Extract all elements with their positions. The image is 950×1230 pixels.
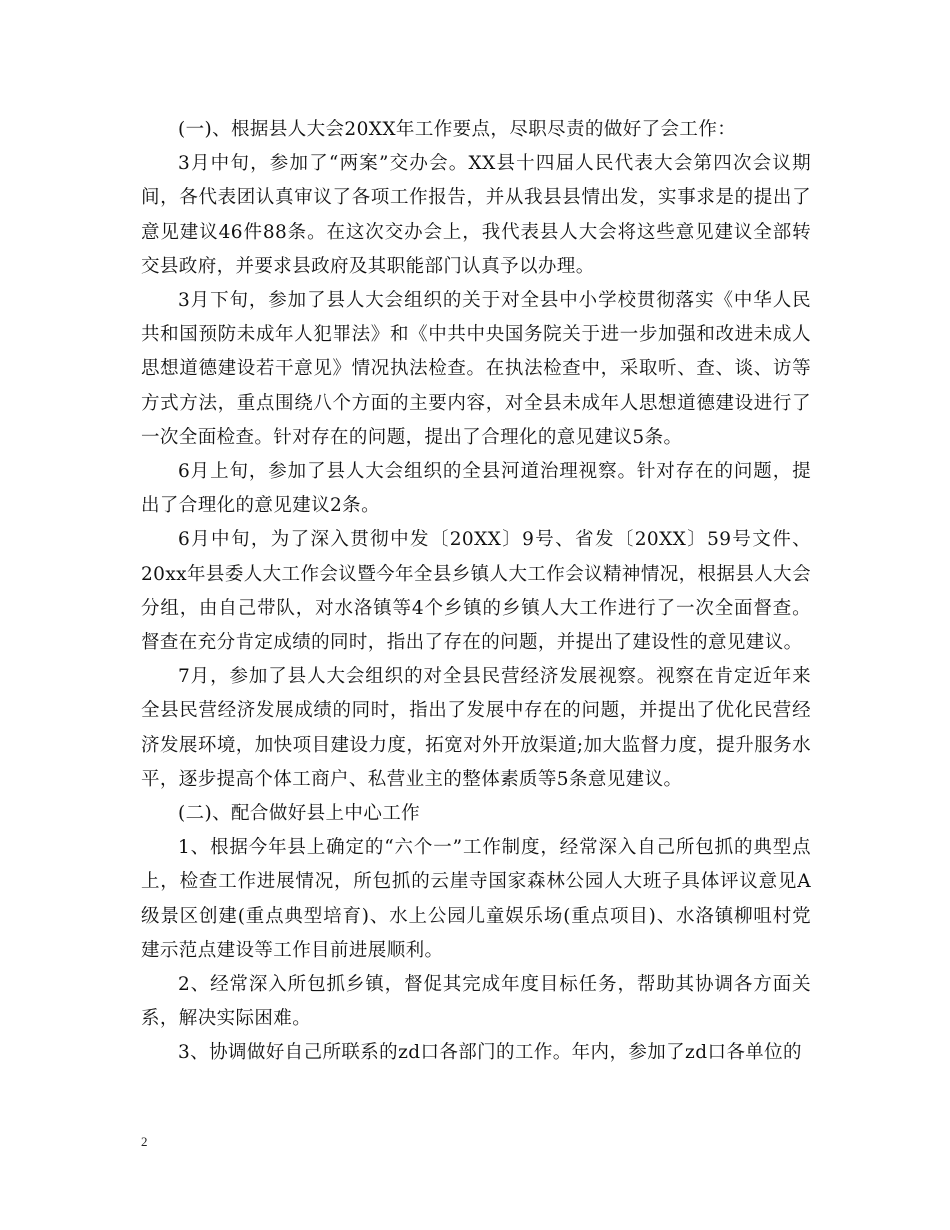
page-number: 2: [141, 1134, 148, 1149]
paragraph-item-3: 3、协调做好自己所联系的zd口各部门的工作。年内，参加了zd口各单位的: [178, 1042, 802, 1064]
paragraph-item-2: 2、经常深入所包抓乡镇，督促其完成年度目标任务，帮助其协调各方面关系，解决实际困难。: [141, 974, 811, 1030]
section-heading-2: (二)、配合做好县上中心工作: [178, 803, 421, 825]
paragraph-item-1: 1、根据今年县上确定的“六个一”工作制度，经常深入自己所包抓的典型点上，检查工作进展情况，所包抓的云崖寺国家森林公园人大班子具体评议意见A级景区创建(重点典型培育)、水上公园儿童娱乐场(重点项目)、水洛镇柳咀村党建示范点建设等工作目前进展顺利。: [141, 837, 811, 961]
section-heading-1: (一)、根据县人大会20XX年工作要点，尽职尽责的做好了会工作：: [178, 119, 737, 140]
paragraph-march-late: 3月下旬，参加了县人大会组织的关于对全县中小学校贯彻落实《中华人民共和国预防未成年人犯罪法》和《中共中央国务院关于进一步加强和改进未成人思想道德建设若干意见》情况执法检查。在执法检查中，采取听、查、谈、访等方式方法，重点围绕八个方面的主要内容，对全县未成年人思想道德建设进行了一次全面检查。针对存在的问题，提出了合理化的意见建议5条。: [141, 290, 811, 448]
paragraph-june-mid: 6月中旬，为了深入贯彻中发〔20XX〕9号、省发〔20XX〕59号文件、20xx年县委人大工作会议暨今年全县乡镇人大工作会议精神情况，根据县人大会分组，由自己带队，对水洛镇等4个乡镇的乡镇人大工作进行了一次全面督查。督查在充分肯定成绩的同时，指出了存在的问题，并提出了建设性的意见建议。: [141, 529, 811, 654]
paragraph-june-early: 6月上旬，参加了县人大会组织的全县河道治理视察。针对存在的问题，提出了合理化的意见建议2条。: [141, 461, 811, 517]
paragraph-july: 7月，参加了县人大会组织的对全县民营经济发展视察。视察在肯定近年来全县民营经济发展成绩的同时，指出了发展中存在的问题，并提出了优化民营经济发展环境，加快项目建设力度，拓宽对外开放渠道;加大监督力度，提升服务水平，逐步提高个体工商户、私营业主的整体素质等5条意见建议。: [141, 666, 811, 790]
document-body: [141, 113, 811, 1071]
paragraph-march-mid: 3月中旬，参加了“两案”交办会。XX县十四届人民代表大会第四次会议期间，各代表团认真审议了各项工作报告，并从我县县情出发，实事求是的提出了意见建议46件88条。在这次交办会上，我代表县人大会将这些意见建议全部转交县政府，并要求县政府及其职能部门认真予以办理。: [141, 153, 811, 277]
